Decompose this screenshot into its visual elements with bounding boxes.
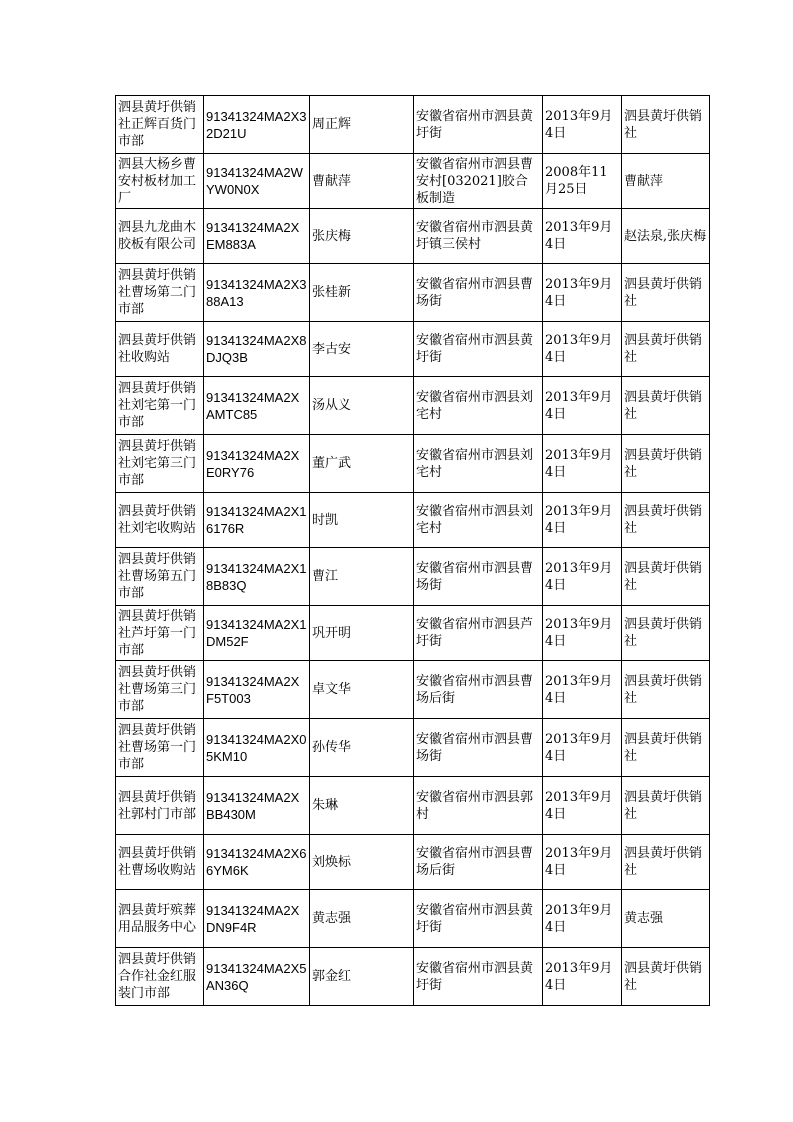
credit-code-cell: 91341324MA2XE0RY76 xyxy=(204,435,310,493)
established-date-cell: 2013年9月4日 xyxy=(543,719,622,777)
address-cell: 安徽省宿州市泗县黄圩街 xyxy=(414,322,543,377)
investor-cell: 赵法泉,张庆梅 xyxy=(622,209,710,264)
legal-representative-cell: 汤从义 xyxy=(310,377,414,435)
address-cell: 安徽省宿州市泗县黄圩街 xyxy=(414,96,543,154)
table-row xyxy=(116,322,710,377)
credit-code-cell: 91341324MA2XF5T003 xyxy=(204,661,310,719)
established-date-cell: 2013年9月4日 xyxy=(543,661,622,719)
legal-representative-cell: 巩开明 xyxy=(310,606,414,661)
investor-cell: 黄志强 xyxy=(622,890,710,948)
legal-representative-cell: 曹江 xyxy=(310,548,414,606)
table-row xyxy=(116,209,710,264)
address-cell: 安徽省宿州市泗县曹场后街 xyxy=(414,835,543,890)
established-date-cell: 2013年9月4日 xyxy=(543,435,622,493)
table-row xyxy=(116,154,710,209)
investor-cell: 泗县黄圩供销社 xyxy=(622,661,710,719)
established-date-cell: 2013年9月4日 xyxy=(543,322,622,377)
table-row xyxy=(116,777,710,835)
investor-cell: 泗县黄圩供销社 xyxy=(622,322,710,377)
established-date-cell: 2013年9月4日 xyxy=(543,377,622,435)
investor-cell: 泗县黄圩供销社 xyxy=(622,264,710,322)
company-name-cell: 泗县大杨乡曹安村板材加工厂 xyxy=(116,154,204,209)
credit-code-cell: 91341324MA2X1DM52F xyxy=(204,606,310,661)
company-name-cell: 泗县黄圩供销社芦圩第一门市部 xyxy=(116,606,204,661)
established-date-cell: 2013年9月4日 xyxy=(543,948,622,1006)
table-row xyxy=(116,96,710,154)
table-row xyxy=(116,435,710,493)
address-cell: 安徽省宿州市泗县刘宅村 xyxy=(414,435,543,493)
established-date-cell: 2013年9月4日 xyxy=(543,890,622,948)
company-name-cell: 泗县九龙曲木胶板有限公司 xyxy=(116,209,204,264)
investor-cell: 泗县黄圩供销社 xyxy=(622,435,710,493)
credit-code-cell: 91341324MA2XAMTC85 xyxy=(204,377,310,435)
company-name-cell: 泗县黄圩供销合作社金红服装门市部 xyxy=(116,948,204,1006)
investor-cell: 泗县黄圩供销社 xyxy=(622,377,710,435)
investor-cell: 曹献萍 xyxy=(622,154,710,209)
company-name-cell: 泗县黄圩供销社曹场第五门市部 xyxy=(116,548,204,606)
credit-code-cell: 91341324MA2XEM883A xyxy=(204,209,310,264)
company-name-cell: 泗县黄圩供销社曹场第三门市部 xyxy=(116,661,204,719)
legal-representative-cell: 卓文华 xyxy=(310,661,414,719)
address-cell: 安徽省宿州市泗县曹场后街 xyxy=(414,661,543,719)
established-date-cell: 2013年9月4日 xyxy=(543,96,622,154)
legal-representative-cell: 时凯 xyxy=(310,493,414,548)
established-date-cell: 2013年9月4日 xyxy=(543,777,622,835)
credit-code-cell: 91341324MA2X16176R xyxy=(204,493,310,548)
table-body xyxy=(116,96,710,1006)
legal-representative-cell: 孙传华 xyxy=(310,719,414,777)
investor-cell: 泗县黄圩供销社 xyxy=(622,606,710,661)
legal-representative-cell: 董广武 xyxy=(310,435,414,493)
legal-representative-cell: 朱琳 xyxy=(310,777,414,835)
investor-cell: 泗县黄圩供销社 xyxy=(622,948,710,1006)
address-cell: 安徽省宿州市泗县刘宅村 xyxy=(414,377,543,435)
company-name-cell: 泗县黄圩供销社曹场第二门市部 xyxy=(116,264,204,322)
legal-representative-cell: 曹献萍 xyxy=(310,154,414,209)
investor-cell: 泗县黄圩供销社 xyxy=(622,493,710,548)
investor-cell: 泗县黄圩供销社 xyxy=(622,777,710,835)
credit-code-cell: 91341324MA2X32D21U xyxy=(204,96,310,154)
address-cell: 安徽省宿州市泗县芦圩街 xyxy=(414,606,543,661)
table-row xyxy=(116,948,710,1006)
company-name-cell: 泗县黄圩供销社曹场第一门市部 xyxy=(116,719,204,777)
legal-representative-cell: 黄志强 xyxy=(310,890,414,948)
company-name-cell: 泗县黄圩供销社曹场收购站 xyxy=(116,835,204,890)
table-row xyxy=(116,835,710,890)
legal-representative-cell: 李古安 xyxy=(310,322,414,377)
table-row xyxy=(116,548,710,606)
address-cell: 安徽省宿州市泗县曹场街 xyxy=(414,548,543,606)
company-name-cell: 泗县黄圩供销社刘宅第三门市部 xyxy=(116,435,204,493)
address-cell: 安徽省宿州市泗县黄圩镇三侯村 xyxy=(414,209,543,264)
established-date-cell: 2013年9月4日 xyxy=(543,548,622,606)
address-cell: 安徽省宿州市泗县黄圩街 xyxy=(414,948,543,1006)
credit-code-cell: 91341324MA2X05KM10 xyxy=(204,719,310,777)
credit-code-cell: 91341324MA2X5AN36Q xyxy=(204,948,310,1006)
address-cell: 安徽省宿州市泗县黄圩街 xyxy=(414,890,543,948)
legal-representative-cell: 郭金红 xyxy=(310,948,414,1006)
established-date-cell: 2008年11月25日 xyxy=(543,154,622,209)
established-date-cell: 2013年9月4日 xyxy=(543,606,622,661)
company-name-cell: 泗县黄圩殡葬用品服务中心 xyxy=(116,890,204,948)
credit-code-cell: 91341324MA2X8DJQ3B xyxy=(204,322,310,377)
company-name-cell: 泗县黄圩供销社收购站 xyxy=(116,322,204,377)
table-row xyxy=(116,264,710,322)
address-cell: 安徽省宿州市泗县曹场街 xyxy=(414,719,543,777)
established-date-cell: 2013年9月4日 xyxy=(543,835,622,890)
established-date-cell: 2013年9月4日 xyxy=(543,264,622,322)
credit-code-cell: 91341324MA2XBB430M xyxy=(204,777,310,835)
established-date-cell: 2013年9月4日 xyxy=(543,209,622,264)
table-row xyxy=(116,661,710,719)
company-name-cell: 泗县黄圩供销社郭村门市部 xyxy=(116,777,204,835)
credit-code-cell: 91341324MA2XDN9F4R xyxy=(204,890,310,948)
credit-code-cell: 91341324MA2WYW0N0X xyxy=(204,154,310,209)
credit-code-cell: 91341324MA2X66YM6K xyxy=(204,835,310,890)
company-name-cell: 泗县黄圩供销社正辉百货门市部 xyxy=(116,96,204,154)
registration-table xyxy=(115,95,710,1006)
legal-representative-cell: 周正辉 xyxy=(310,96,414,154)
credit-code-cell: 91341324MA2X388A13 xyxy=(204,264,310,322)
address-cell: 安徽省宿州市泗县刘宅村 xyxy=(414,493,543,548)
investor-cell: 泗县黄圩供销社 xyxy=(622,548,710,606)
legal-representative-cell: 张庆梅 xyxy=(310,209,414,264)
credit-code-cell: 91341324MA2X18B83Q xyxy=(204,548,310,606)
investor-cell: 泗县黄圩供销社 xyxy=(622,96,710,154)
legal-representative-cell: 刘焕标 xyxy=(310,835,414,890)
investor-cell: 泗县黄圩供销社 xyxy=(622,835,710,890)
table-row xyxy=(116,493,710,548)
company-name-cell: 泗县黄圩供销社刘宅第一门市部 xyxy=(116,377,204,435)
table-row xyxy=(116,890,710,948)
table-row xyxy=(116,606,710,661)
address-cell: 安徽省宿州市泗县郭村 xyxy=(414,777,543,835)
established-date-cell: 2013年9月4日 xyxy=(543,493,622,548)
table-row xyxy=(116,719,710,777)
table-row xyxy=(116,377,710,435)
company-name-cell: 泗县黄圩供销社刘宅收购站 xyxy=(116,493,204,548)
address-cell: 安徽省宿州市泗县曹安村[032021]胶合板制造 xyxy=(414,154,543,209)
legal-representative-cell: 张桂新 xyxy=(310,264,414,322)
address-cell: 安徽省宿州市泗县曹场街 xyxy=(414,264,543,322)
investor-cell: 泗县黄圩供销社 xyxy=(622,719,710,777)
